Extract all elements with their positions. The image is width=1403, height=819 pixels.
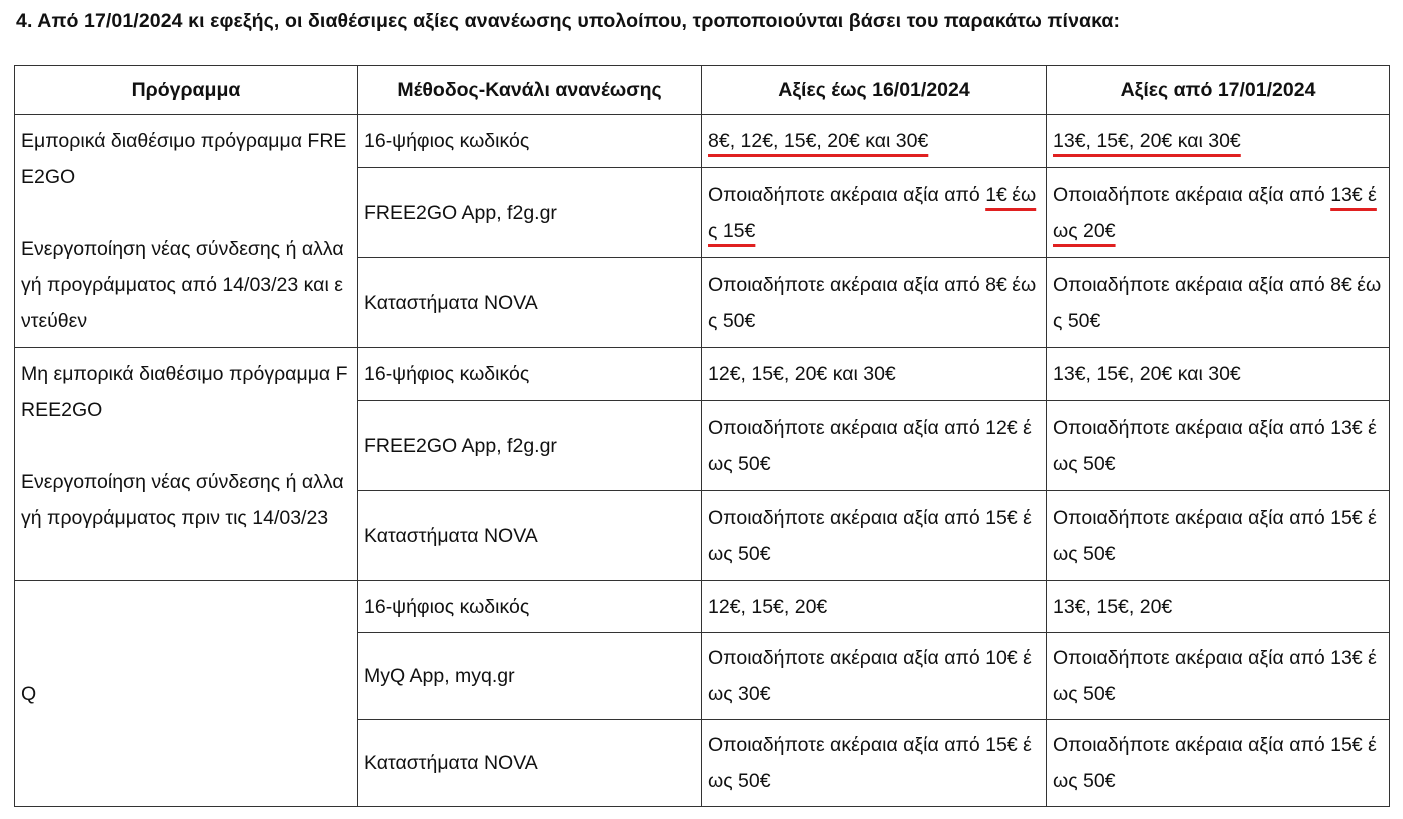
method-cell: 16-ψήφιος κωδικός — [358, 581, 702, 633]
program-name: Q — [21, 682, 37, 705]
table-row — [15, 115, 1390, 168]
program-name: Εμπορικά διαθέσιμο πρόγραμμα FREE2GO — [21, 130, 347, 188]
program-note: Ενεργοποίηση νέας σύνδεσης ή αλλαγή προγράμματος από 14/03/23 και εντεύθεν — [21, 238, 344, 332]
program-cell — [15, 581, 358, 807]
old-values-cell: Οποιαδήποτε ακέραια αξία από 1€ έως 15€ — [702, 168, 1047, 258]
new-values-cell: 13€, 15€, 20€ — [1047, 581, 1390, 633]
section-heading: 4. Από 17/01/2024 κι εφεξής, οι διαθέσιμες αξίες ανανέωσης υπολοίπου, τροποποιούνται βάσει του παρακάτω πίνακα: — [16, 10, 1121, 32]
new-values-cell: 13€, 15€, 20€ και 30€ — [1047, 348, 1390, 401]
program-note: Ενεργοποίηση νέας σύνδεσης ή αλλαγή προγράμματος πριν τις 14/03/23 — [21, 471, 344, 529]
old-values-cell: Οποιαδήποτε ακέραια αξία από 15€ έως 50€ — [702, 491, 1047, 581]
method-cell: 16-ψήφιος κωδικός — [358, 115, 702, 168]
renewal-values-table — [14, 65, 1390, 807]
new-values-cell — [1047, 115, 1390, 168]
new-values-cell: Οποιαδήποτε ακέραια αξία από 8€ έως 50€ — [1047, 258, 1390, 348]
header-values-from: Αξίες από 17/01/2024 — [1047, 66, 1390, 115]
red-underline-mark: 1€ έως 15€ — [708, 183, 1037, 242]
method-cell: Καταστήματα NOVA — [358, 720, 702, 807]
table-row — [15, 348, 1390, 401]
header-values-until: Αξίες έως 16/01/2024 — [702, 66, 1047, 115]
method-cell: Καταστήματα NOVA — [358, 491, 702, 581]
program-name: Μη εμπορικά διαθέσιμο πρόγραμμα FREE2GO — [21, 363, 348, 421]
table-row — [15, 581, 1390, 633]
red-underline-mark: 13€ έως 20€ — [1053, 183, 1377, 242]
old-values-cell — [702, 115, 1047, 168]
header-method: Μέθοδος-Κανάλι ανανέωσης — [358, 66, 702, 115]
old-values-cell: Οποιαδήποτε ακέραια αξία από 12€ έως 50€ — [702, 401, 1047, 491]
method-cell: Καταστήματα NOVA — [358, 258, 702, 348]
new-values-cell: Οποιαδήποτε ακέραια αξία από 15€ έως 50€ — [1047, 491, 1390, 581]
new-values-cell: Οποιαδήποτε ακέραια αξία από 13€ έως 50€ — [1047, 401, 1390, 491]
table-header-row — [15, 66, 1390, 115]
method-cell: MyQ App, myq.gr — [358, 633, 702, 720]
new-values-cell: Οποιαδήποτε ακέραια αξία από 13€ έως 50€ — [1047, 633, 1390, 720]
header-program: Πρόγραμμα — [15, 66, 358, 115]
red-underline-mark: 13€, 15€, 20€ και 30€ — [1053, 130, 1241, 152]
old-values-cell: Οποιαδήποτε ακέραια αξία από 8€ έως 50€ — [702, 258, 1047, 348]
old-values-cell: Οποιαδήποτε ακέραια αξία από 15€ έως 50€ — [702, 720, 1047, 807]
program-cell — [15, 348, 358, 581]
method-cell: 16-ψήφιος κωδικός — [358, 348, 702, 401]
old-values-cell: 12€, 15€, 20€ — [702, 581, 1047, 633]
program-cell — [15, 115, 358, 348]
method-cell: FREE2GO App, f2g.gr — [358, 168, 702, 258]
method-cell: FREE2GO App, f2g.gr — [358, 401, 702, 491]
new-values-cell: Οποιαδήποτε ακέραια αξία από 15€ έως 50€ — [1047, 720, 1390, 807]
old-values-cell: 12€, 15€, 20€ και 30€ — [702, 348, 1047, 401]
old-values-cell: Οποιαδήποτε ακέραια αξία από 10€ έως 30€ — [702, 633, 1047, 720]
red-underline-mark: 8€, 12€, 15€, 20€ και 30€ — [708, 130, 929, 152]
new-values-cell: Οποιαδήποτε ακέραια αξία από 13€ έως 20€ — [1047, 168, 1390, 258]
